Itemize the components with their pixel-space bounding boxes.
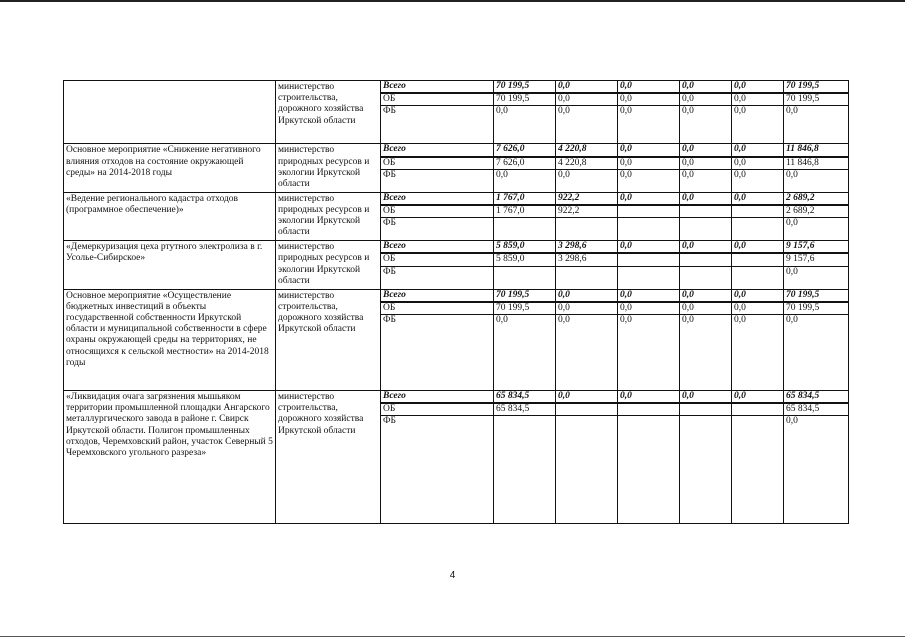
table-row (64, 391, 849, 404)
table-row (64, 144, 849, 157)
activity-description: «Демеркуризация цеха ртутного электролиза в г. Усолье-Сибирское» (64, 241, 276, 289)
amount-cell (732, 205, 784, 218)
amount-cell: 0,0 (618, 169, 680, 192)
amount-cell: 70 199,5 (784, 302, 849, 315)
amount-cell: 0,0 (680, 289, 732, 302)
funding-source-label: ФБ (381, 106, 494, 144)
amount-cell: 3 298,6 (556, 253, 618, 266)
amount-cell: 0,0 (618, 81, 680, 94)
amount-cell: 0,0 (732, 93, 784, 106)
amount-cell: 0,0 (784, 106, 849, 144)
amount-cell: 70 199,5 (784, 81, 849, 94)
amount-cell: 0,0 (784, 315, 849, 391)
amount-cell: 4 220,8 (556, 157, 618, 170)
funding-source-label: ОБ (381, 157, 494, 170)
amount-cell (556, 416, 618, 524)
amount-cell: 70 199,5 (494, 302, 556, 315)
amount-cell: 0,0 (784, 416, 849, 524)
amount-cell: 0,0 (732, 241, 784, 254)
funding-source-label: ОБ (381, 93, 494, 106)
funding-source-label: Всего (381, 144, 494, 157)
amount-cell: 5 859,0 (494, 241, 556, 254)
amount-cell: 0,0 (680, 144, 732, 157)
funding-source-label: ФБ (381, 218, 494, 241)
amount-cell: 0,0 (680, 106, 732, 144)
funding-source-label: Всего (381, 289, 494, 302)
amount-cell: 9 157,6 (784, 241, 849, 254)
amount-cell: 0,0 (618, 93, 680, 106)
amount-cell (732, 266, 784, 289)
amount-cell: 0,0 (680, 391, 732, 404)
amount-cell: 0,0 (732, 106, 784, 144)
amount-cell: 0,0 (732, 289, 784, 302)
amount-cell: 0,0 (732, 315, 784, 391)
executor-cell: министерство строительства, дорожного хозяйства Иркутской области (276, 391, 381, 524)
activity-description: Основное мероприятие «Снижение негативного влияния отходов на состояние окружающей среды» на 2014-2018 годы (64, 144, 276, 192)
amount-cell (618, 266, 680, 289)
budget-table (63, 80, 849, 524)
amount-cell: 2 689,2 (784, 205, 849, 218)
table-row (64, 289, 849, 302)
amount-cell: 0,0 (732, 81, 784, 94)
funding-source-label: ФБ (381, 169, 494, 192)
amount-cell (680, 416, 732, 524)
amount-cell (732, 218, 784, 241)
executor-cell: министерство природных ресурсов и экологии Иркутской области (276, 241, 381, 289)
executor-cell: министерство природных ресурсов и экологии Иркутской области (276, 144, 381, 192)
amount-cell: 7 626,0 (494, 157, 556, 170)
amount-cell: 1 767,0 (494, 192, 556, 205)
funding-source-label: ОБ (381, 403, 494, 416)
funding-source-label: Всего (381, 81, 494, 94)
amount-cell: 0,0 (494, 315, 556, 391)
amount-cell: 70 199,5 (494, 93, 556, 106)
funding-source-label: ФБ (381, 266, 494, 289)
amount-cell: 0,0 (618, 157, 680, 170)
table-row (64, 192, 849, 205)
amount-cell: 0,0 (732, 391, 784, 404)
amount-cell (618, 403, 680, 416)
amount-cell: 0,0 (732, 144, 784, 157)
amount-cell: 0,0 (556, 93, 618, 106)
funding-source-label: ОБ (381, 205, 494, 218)
amount-cell: 0,0 (556, 169, 618, 192)
amount-cell: 0,0 (732, 169, 784, 192)
table-row (64, 81, 849, 94)
amount-cell: 2 689,2 (784, 192, 849, 205)
funding-source-label: ФБ (381, 416, 494, 524)
amount-cell: 0,0 (556, 315, 618, 391)
amount-cell: 0,0 (618, 315, 680, 391)
amount-cell (556, 218, 618, 241)
amount-cell: 0,0 (680, 93, 732, 106)
amount-cell (494, 416, 556, 524)
funding-source-label: ОБ (381, 253, 494, 266)
activity-description: «Ведение регионального кадастра отходов (программное обеспечение)» (64, 192, 276, 240)
amount-cell: 65 834,5 (784, 403, 849, 416)
amount-cell (556, 266, 618, 289)
activity-description: «Ликвидация очага загрязнения мышьяком территории промышленной площадки Ангарского металлургического завода в районе г. Свирск Иркутской области. Полигон промышленных отходов, Черемховский район, участок Северный 5 Черемховского угольного разреза» (64, 391, 276, 524)
amount-cell: 922,2 (556, 192, 618, 205)
amount-cell: 0,0 (680, 192, 732, 205)
amount-cell: 11 846,8 (784, 157, 849, 170)
amount-cell: 1 767,0 (494, 205, 556, 218)
amount-cell (732, 403, 784, 416)
activity-description: Основное мероприятие «Осуществление бюджетных инвестиций в объекты государственной собственности Иркутской области и муниципальной собственности в сфере охраны окружающей среды на территориях, не относящихся к сельской местности» на 2014-2018 годы (64, 289, 276, 390)
amount-cell (618, 253, 680, 266)
amount-cell (618, 218, 680, 241)
funding-source-label: Всего (381, 192, 494, 205)
amount-cell: 70 199,5 (784, 93, 849, 106)
amount-cell (618, 205, 680, 218)
table-row (64, 241, 849, 254)
page-bottom-border (0, 636, 905, 637)
amount-cell (556, 403, 618, 416)
amount-cell (494, 218, 556, 241)
amount-cell: 70 199,5 (494, 289, 556, 302)
amount-cell: 70 199,5 (784, 289, 849, 302)
funding-source-label: Всего (381, 241, 494, 254)
amount-cell: 4 220,8 (556, 144, 618, 157)
amount-cell: 922,2 (556, 205, 618, 218)
amount-cell (732, 253, 784, 266)
amount-cell: 0,0 (680, 81, 732, 94)
amount-cell: 0,0 (618, 302, 680, 315)
amount-cell: 0,0 (556, 289, 618, 302)
amount-cell: 0,0 (556, 81, 618, 94)
amount-cell: 5 859,0 (494, 253, 556, 266)
amount-cell (494, 266, 556, 289)
amount-cell: 0,0 (680, 315, 732, 391)
amount-cell: 0,0 (556, 391, 618, 404)
amount-cell: 7 626,0 (494, 144, 556, 157)
amount-cell: 70 199,5 (494, 81, 556, 94)
amount-cell: 0,0 (680, 302, 732, 315)
funding-source-label: ФБ (381, 315, 494, 391)
amount-cell: 0,0 (680, 241, 732, 254)
amount-cell: 0,0 (784, 218, 849, 241)
amount-cell (732, 416, 784, 524)
funding-source-label: Всего (381, 391, 494, 404)
amount-cell (680, 253, 732, 266)
amount-cell: 0,0 (556, 302, 618, 315)
amount-cell: 65 834,5 (494, 403, 556, 416)
amount-cell: 0,0 (732, 192, 784, 205)
amount-cell: 0,0 (784, 266, 849, 289)
amount-cell: 0,0 (556, 106, 618, 144)
amount-cell: 0,0 (618, 106, 680, 144)
amount-cell: 65 834,5 (784, 391, 849, 404)
amount-cell: 0,0 (784, 169, 849, 192)
table-body (64, 81, 849, 524)
amount-cell: 0,0 (494, 106, 556, 144)
amount-cell (680, 218, 732, 241)
page-top-border (0, 0, 905, 2)
amount-cell (680, 403, 732, 416)
amount-cell: 0,0 (618, 289, 680, 302)
amount-cell: 65 834,5 (494, 391, 556, 404)
amount-cell: 9 157,6 (784, 253, 849, 266)
amount-cell (680, 205, 732, 218)
amount-cell: 0,0 (680, 169, 732, 192)
amount-cell: 0,0 (618, 241, 680, 254)
amount-cell: 0,0 (618, 391, 680, 404)
executor-cell: министерство строительства, дорожного хозяйства Иркутской области (276, 81, 381, 144)
amount-cell: 3 298,6 (556, 241, 618, 254)
amount-cell: 0,0 (732, 157, 784, 170)
amount-cell (618, 416, 680, 524)
amount-cell: 11 846,8 (784, 144, 849, 157)
amount-cell (680, 266, 732, 289)
amount-cell: 0,0 (618, 192, 680, 205)
amount-cell: 0,0 (618, 144, 680, 157)
page-number: 4 (449, 570, 456, 581)
amount-cell: 0,0 (732, 302, 784, 315)
activity-description (64, 81, 276, 144)
funding-source-label: ОБ (381, 302, 494, 315)
executor-cell: министерство природных ресурсов и экологии Иркутской области (276, 192, 381, 240)
executor-cell: министерство строительства, дорожного хозяйства Иркутской области (276, 289, 381, 390)
amount-cell: 0,0 (494, 169, 556, 192)
amount-cell: 0,0 (680, 157, 732, 170)
